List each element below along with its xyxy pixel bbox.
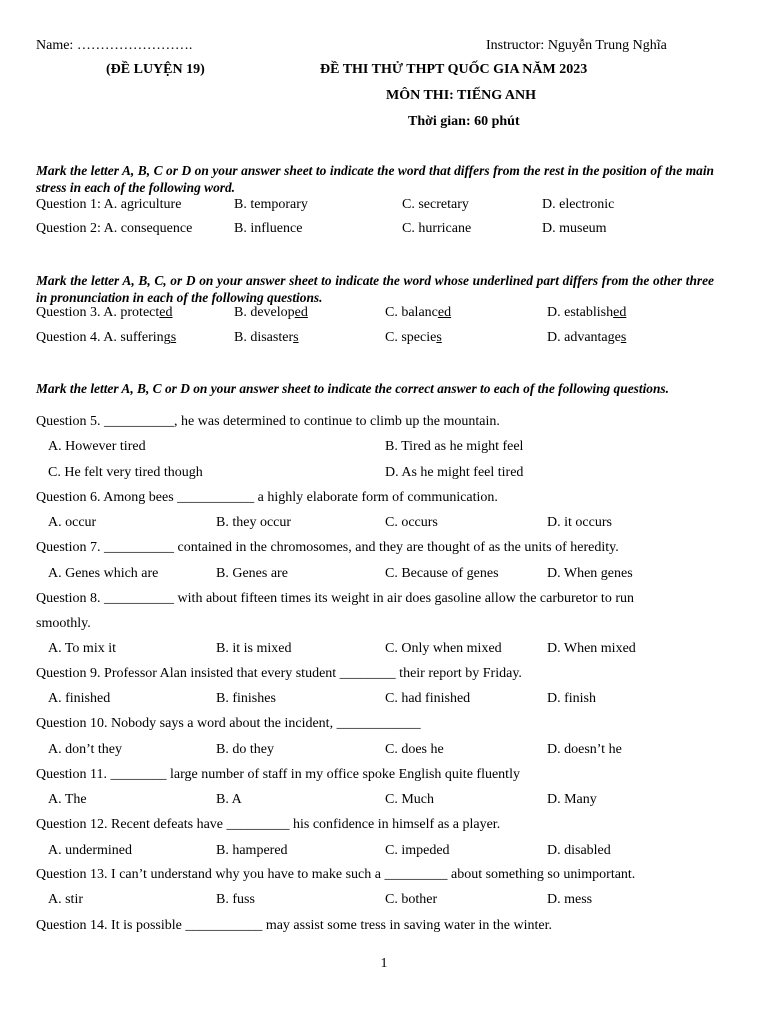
question-3-c-stem: C. balanc (385, 305, 438, 320)
exam-subject: MÔN THI: TIẾNG ANH (386, 88, 537, 103)
question-12-option-b: B. hampered (216, 843, 288, 858)
question-7-option-b: B. Genes are (216, 566, 288, 581)
question-10-option-a: A. don’t they (48, 742, 123, 757)
question-11-option-c: C. Much (385, 792, 434, 807)
instructor-name: Instructor: Nguyễn Trung Nghĩa (486, 38, 667, 53)
question-3-option-d (547, 305, 626, 321)
question-7-option-c: C. Because of genes (385, 566, 499, 581)
question-3 (36, 305, 736, 325)
question-13-option-d: D. mess (547, 892, 593, 907)
question-6-option-d: D. it occurs (547, 515, 612, 530)
question-12-option-d: D. disabled (547, 843, 611, 858)
question-4-d-stem: D. advantage (547, 330, 621, 345)
answer-instruction: Mark the letter A, B, C or D on your answer sheet to indicate the correct answer to each of the following questions. (36, 381, 669, 396)
question-11-stem: Question 11. ________ large number of staff in my office spoke English quite fluently (36, 767, 520, 782)
question-10-option-b: B. do they (216, 742, 274, 757)
exam-code: (ĐỀ LUYỆN 19) (106, 62, 205, 77)
stress-instruction: Mark the letter A, B, C or D on your answer sheet to indicate the word that differs from the rest in the position of the main stress in each of the following word. (36, 163, 714, 195)
question-3-d-stem: D. establish (547, 305, 614, 320)
question-2-option-b: B. influence (234, 221, 303, 236)
question-11-options (36, 792, 736, 812)
question-14-stem: Question 14. It is possible ___________ may assist some tress in saving water in the winter. (36, 918, 553, 933)
question-5-stem: Question 5. __________, he was determined to continue to climb up the mountain. (36, 414, 500, 429)
question-9-option-b: B. finishes (216, 691, 276, 706)
exam-time: Thời gian: 60 phút (408, 114, 520, 129)
question-10-options (36, 742, 736, 762)
question-3-option-b (234, 305, 308, 321)
question-9-option-d: D. finish (547, 691, 596, 706)
question-6-stem: Question 6. Among bees ___________ a highly elaborate form of communication. (36, 490, 498, 505)
question-7-option-d: D. When genes (547, 566, 633, 581)
question-13-option-c: C. bother (385, 892, 438, 907)
question-8-options (36, 641, 736, 661)
question-6-option-a: A. occur (48, 515, 97, 530)
question-6-option-b: B. they occur (216, 515, 292, 530)
question-10-option-c: C. does he (385, 742, 444, 757)
question-11-option-d: D. Many (547, 792, 597, 807)
question-8-option-a: A. To mix it (48, 641, 116, 656)
question-3-a-stem: protect (120, 305, 160, 320)
question-1-option-c: C. secretary (402, 197, 469, 212)
question-4-option-b (234, 330, 299, 346)
question-3-option-a (36, 305, 172, 321)
question-7-options (36, 566, 736, 586)
question-12-stem: Question 12. Recent defeats have _________ his confidence in himself as a player. (36, 817, 501, 832)
question-1 (36, 197, 736, 217)
question-9-option-c: C. had finished (385, 691, 471, 706)
question-3-option-c (385, 305, 451, 321)
question-3-b-stem: B. develop (234, 305, 295, 320)
question-1-option-d: D. electronic (542, 197, 615, 212)
question-13-option-a: A. stir (48, 892, 83, 907)
question-4-b-stem: B. disaster (234, 330, 294, 345)
question-13-options (36, 892, 736, 912)
question-5-option-d: D. As he might feel tired (385, 465, 524, 480)
question-12-options (36, 843, 736, 863)
question-5-options-row-2 (36, 465, 736, 485)
question-4-c-stem: C. specie (385, 330, 437, 345)
question-4-prefix: Question 4. A. (36, 330, 121, 345)
question-7-stem: Question 7. __________ contained in the chromosomes, and they are thought of as the units of heredity. (36, 540, 619, 555)
pronunciation-instruction: Mark the letter A, B, C, or D on your answer sheet to indicate the word whose underlined part differs from the other three in pronunciation in each of the following questions. (36, 273, 714, 305)
question-1-option-a: Question 1: A. agriculture (36, 197, 182, 212)
question-9-options (36, 691, 736, 711)
question-10-stem: Question 10. Nobody says a word about the incident, ____________ (36, 716, 421, 731)
question-8-stem: Question 8. __________ with about fifteen times its weight in air does gasoline allow the carburetor to run (36, 591, 634, 606)
question-4-a-underlined: s (170, 330, 177, 345)
question-3-a-underlined: ed (159, 305, 173, 320)
question-6-option-c: C. occurs (385, 515, 438, 530)
question-5-option-c: C. He felt very tired though (48, 465, 203, 480)
page-number: 1 (380, 956, 388, 971)
question-2-option-c: C. hurricane (402, 221, 472, 236)
question-6-options (36, 515, 736, 535)
question-4 (36, 330, 736, 350)
question-4-b-underlined: s (293, 330, 299, 345)
question-3-d-underlined: ed (613, 305, 627, 320)
question-13-stem: Question 13. I can’t understand why you have to make such a _________ about something so unimportant. (36, 867, 636, 882)
question-3-b-underlined: ed (294, 305, 308, 320)
question-8-option-d: D. When mixed (547, 641, 636, 656)
question-2 (36, 221, 736, 241)
question-4-d-underlined: s (620, 330, 627, 345)
question-10-option-d: D. doesn’t he (547, 742, 622, 757)
question-4-option-a (36, 330, 176, 346)
question-9-stem: Question 9. Professor Alan insisted that every student ________ their report by Friday. (36, 666, 522, 681)
question-1-option-b: B. temporary (234, 197, 308, 212)
question-4-option-d (547, 330, 626, 346)
question-2-option-d: D. museum (542, 221, 607, 236)
question-2-option-a: Question 2: A. consequence (36, 221, 193, 236)
question-8-option-c: C. Only when mixed (385, 641, 502, 656)
question-13-option-b: B. fuss (216, 892, 255, 907)
question-5-option-a: A. However tired (48, 439, 146, 454)
question-4-option-c (385, 330, 442, 346)
question-8-stem-continued: smoothly. (36, 616, 91, 631)
question-5-options-row-1 (36, 439, 736, 459)
question-4-c-underlined: s (436, 330, 442, 345)
question-7-option-a: A. Genes which are (48, 566, 159, 581)
question-11-option-a: A. The (48, 792, 87, 807)
exam-title: ĐỀ THI THỬ THPT QUỐC GIA NĂM 2023 (320, 62, 588, 77)
question-4-a-stem: suffering (120, 330, 171, 345)
question-8-option-b: B. it is mixed (216, 641, 292, 656)
question-12-option-a: A. undermined (48, 843, 132, 858)
question-9-option-a: A. finished (48, 691, 111, 706)
question-5-option-b: B. Tired as he might feel (385, 439, 524, 454)
name-field-label: Name: ……………………. (36, 38, 193, 53)
question-3-prefix: Question 3. A. (36, 305, 121, 320)
question-12-option-c: C. impeded (385, 843, 450, 858)
question-11-option-b: B. A (216, 792, 242, 807)
question-3-c-underlined: ed (437, 305, 452, 320)
